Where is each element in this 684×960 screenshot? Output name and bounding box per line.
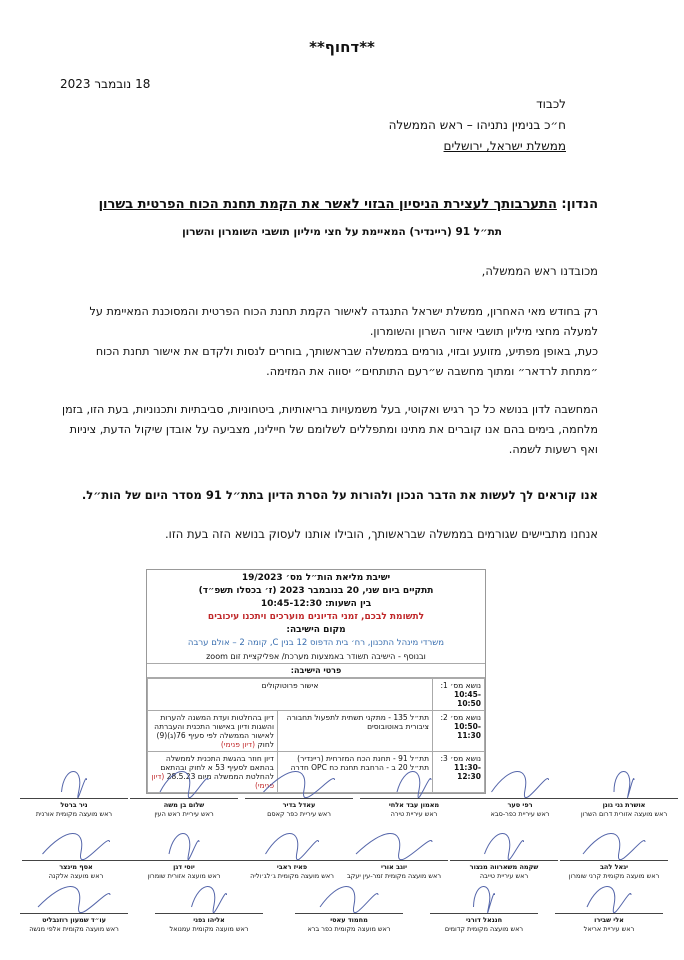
- subject-title: התערבותך לעצירת הניסיון הבזוי לאשר את הקמת תחנת הכוח הפרטית בשרון: [98, 197, 557, 212]
- call-to-action: אנו קוראים לך לעשות את הדבר הנכון ולהורות על הסרת הדיון בתת״ל 91 מסדר היום של הות״ל.: [81, 488, 598, 502]
- signature-scribble-icon: [299, 875, 399, 913]
- signature: [20, 875, 128, 934]
- signature-line: [238, 860, 346, 861]
- signature: [238, 822, 346, 881]
- signer-name: יוגב אורי: [380, 863, 408, 871]
- signer-role: ראש עיריית טירה: [390, 810, 438, 818]
- greeting: מכובדנו ראש הממשלה,: [481, 264, 598, 278]
- signature-line: [430, 913, 538, 914]
- topic-number: נושא מס׳ 2:: [440, 713, 481, 722]
- signature-line: [360, 798, 468, 799]
- signer-role: ראש עיריית אריאל: [583, 925, 635, 933]
- body-paragraph: [58, 302, 598, 382]
- signature-scribble-icon: [24, 875, 124, 913]
- address-office: ממשלת ישראל, ירושלים: [443, 139, 566, 153]
- signature: [450, 822, 558, 881]
- body-paragraph: המחשבה לדון בנושא כל כך רגיש ואקוטי, בעל משמעויות בריאותיות, ביטחוניות, סביבתיות ותכנוניות, בעת הזו, בזמן מלחמה, בימים בהם אנו קוברים את מתינו ומתפללים לשלומם של חיילינו, מצביעה על אובדן שיקול הדעת, ציניות ואף רשעות לשמה.: [62, 403, 598, 456]
- signature: [20, 760, 128, 819]
- signer-role: ראש מועצה אזורית דרום השרון: [580, 810, 668, 818]
- signature: [570, 760, 678, 819]
- signer-role: ראש מועצה מקומית כפר ברא: [307, 925, 391, 933]
- topic-desc-note: (דיון פנימי): [220, 740, 256, 749]
- letter-date: 18 נובמבר 2023: [60, 77, 151, 91]
- signature-scribble-icon: [344, 822, 444, 860]
- signer-role: ראש מועצה מקומית אורנית: [35, 810, 113, 818]
- agenda-hours: בין השעות: 10:45-12:30: [260, 599, 372, 609]
- closing-line: אנחנו מתביישים שגורמים בממשלה שבראשותך, הובילו אותנו לעסוק בנושא הזה בעת הזו.: [165, 527, 598, 541]
- signer-name: שלום בן משה: [163, 801, 205, 809]
- signature-line: [130, 860, 238, 861]
- topic-time: 11:30-12:30: [454, 763, 481, 781]
- agenda-place-label: מקום הישיבה:: [286, 625, 346, 635]
- signature-line: [20, 798, 128, 799]
- signature: [555, 875, 663, 934]
- signature: [466, 760, 574, 819]
- signature-line: [155, 913, 263, 914]
- signer-role: ראש מועצה מקומית אלפי מנשה: [29, 925, 119, 933]
- topic-time: 10:50-11:30: [454, 722, 481, 740]
- agenda-title: ישיבת מליאת הות״ל מס׳ 19/2023: [241, 573, 391, 583]
- signature-scribble-icon: [454, 822, 554, 860]
- paragraph-text: כעת, באופן מפתיע, מזועע ובזוי, גורמים בממשלה שבראשותך, בוחרים לנסות ולקדם את אישור תחנת הכוח ״מתחת לרדאר״ ומתוך מחשבה ש״רעם התותחים״ יסווה את המזימה.: [95, 345, 598, 378]
- signature: [245, 760, 353, 819]
- signer-name: ניר ברטל: [60, 801, 88, 809]
- signature-line: [20, 913, 128, 914]
- signer-name: פאיז ראבי: [276, 863, 308, 871]
- signer-role: ראש מועצה מקומית ג׳לג׳וליה: [250, 872, 334, 880]
- topic-desc: דיון בהחלטות ועדת המשנה להערות והשגות ודיון באישור התכנית והעברתה לאישור הממשלה לפי סעיף 76(ג)(9) לחוק: [154, 713, 274, 749]
- signer-role: ראש עיריית כפר-סבא: [490, 810, 550, 818]
- signer-role: ראש מועצה אלקנה: [48, 872, 104, 880]
- table-row: [148, 679, 485, 711]
- signature: [295, 875, 403, 934]
- paragraph-text: רק בחודש מאי האחרון, ממשלת ישראל התנגדה לאישור הקמת תחנת הכוח הפרטית והמסוכנת המאיימת על למעלה מחצי מיליון תושבי איזור השרון והשומרון.: [89, 305, 598, 338]
- topic-plan: תת״ל 135 - מתקני תשתית לתפעול תחבורה ציבורית באוטובוסים: [278, 711, 433, 752]
- signer-role: ראש עיריית ראש העין: [154, 810, 214, 818]
- subject-subline: תת״ל 91 (ריינדיר) המאיימת על חצי מיליון תושבי השומרון והשרון: [182, 226, 502, 238]
- agenda-note: לתשומת לבכם, זמני הדיונים מוערכים ויתכנו עיכובים: [207, 612, 425, 622]
- signer-role: ראש עיריית טייבה: [479, 872, 529, 880]
- signature-line: [555, 913, 663, 914]
- signature-scribble-icon: [24, 760, 124, 798]
- signer-name: אסף מינצר: [59, 863, 93, 871]
- signature-scribble-icon: [249, 760, 349, 798]
- signer-role: ראש מועצה מקומית זמר-עין יעקב: [346, 872, 442, 880]
- signature-scribble-icon: [564, 822, 664, 860]
- recipient-address: [389, 94, 566, 157]
- signature-scribble-icon: [434, 875, 534, 913]
- topic-time: 10:45-10:50: [454, 690, 481, 708]
- signature-scribble-icon: [134, 760, 234, 798]
- signature: [340, 822, 448, 881]
- signer-name: אושרת גני גונן: [602, 801, 646, 809]
- signature-line: [22, 860, 130, 861]
- signature-scribble-icon: [134, 822, 234, 860]
- topic-plan: תת״ל 91 - תחנת הכח המזרחית (ריינדיר) תת״ל 20 ב - הרחבת תחנת כח OPC חדרה: [278, 752, 433, 793]
- signature: [130, 760, 238, 819]
- signature: [22, 822, 130, 881]
- topic-number: נושא מס׳ 1:: [440, 681, 481, 690]
- signature: [155, 875, 263, 934]
- signer-role: ראש מועצה מקומית עמנואל: [169, 925, 249, 933]
- signature-line: [450, 860, 558, 861]
- signature-scribble-icon: [159, 875, 259, 913]
- topic-plan: אישור פרוטוקולים: [148, 679, 433, 711]
- signature-line: [245, 798, 353, 799]
- signature-scribble-icon: [470, 760, 570, 798]
- agenda-broadcast: ובנוסף - הישיבה תשודר באמצעות מערכת/ אפליקציית זום zoom: [147, 650, 485, 664]
- signer-name: מחמוד עאסי: [330, 916, 368, 924]
- address-to: לכבוד: [536, 97, 566, 111]
- signature-scribble-icon: [364, 760, 464, 798]
- table-row: [148, 711, 485, 752]
- signature: [430, 875, 538, 934]
- signer-name: יגאל להב: [599, 863, 629, 871]
- signature: [360, 760, 468, 819]
- signer-name: אלי שבירו: [594, 916, 624, 924]
- signature-line: [130, 798, 238, 799]
- signer-name: רפי סער: [507, 801, 533, 809]
- signature-scribble-icon: [559, 875, 659, 913]
- agenda-when: תתקיים ביום שני, 20 בנובמבר 2023 (ז׳ בכסלו תשפ״ד): [198, 586, 434, 596]
- signature: [560, 822, 668, 881]
- signature: [130, 822, 238, 881]
- signature-line: [340, 860, 448, 861]
- agenda-place: משרדי מינהל התכנון, רח׳ בית הדפוס 12 בנין C, קומה 2 – אולם ערבה: [187, 638, 445, 648]
- subject-label: הנדון:: [561, 197, 598, 212]
- signature-line: [570, 798, 678, 799]
- signature-line: [560, 860, 668, 861]
- agenda-details-label: פרטי הישיבה:: [147, 664, 485, 678]
- signer-name: אליהו גפני: [193, 916, 225, 924]
- subject-line: [99, 197, 598, 212]
- urgent-heading: **דחוף**: [309, 38, 375, 56]
- signer-role: ראש מועצה מקומית קדומים: [444, 925, 524, 933]
- signer-name: עאדל בדיר: [282, 801, 316, 809]
- signer-name: יוסי דגן: [173, 863, 195, 871]
- signature-scribble-icon: [26, 822, 126, 860]
- signature-scribble-icon: [574, 760, 674, 798]
- topic-desc: דיון חוזר בהגשת התכנית לממשלה בהתאם לסעיף 53 א לחוק ובהתאם להחלטת הממשלה מיום 28.5.23: [160, 754, 274, 781]
- address-name: ח״כ בנימין נתניהו – ראש הממשלה: [388, 118, 566, 132]
- topic-desc-note: (דיון פנימי): [151, 772, 274, 790]
- signer-role: ראש עיריית כפר קאסם: [267, 810, 331, 818]
- signer-role: ראש מועצה אזורית שומרון: [147, 872, 221, 880]
- signature-scribble-icon: [242, 822, 342, 860]
- signer-name: מאמון עבד אלחי: [388, 801, 440, 809]
- signer-name: שקמה משארווה מנצור: [469, 863, 539, 871]
- signer-name: חננאל דורני: [465, 916, 503, 924]
- signer-name: עו״ד שמעון רוזנבליט: [42, 916, 106, 924]
- signature-line: [295, 913, 403, 914]
- topic-number: נושא מס׳ 3:: [440, 754, 481, 763]
- signature-line: [466, 798, 574, 799]
- signer-role: ראש מועצה מקומית קרני שומרון: [568, 872, 660, 880]
